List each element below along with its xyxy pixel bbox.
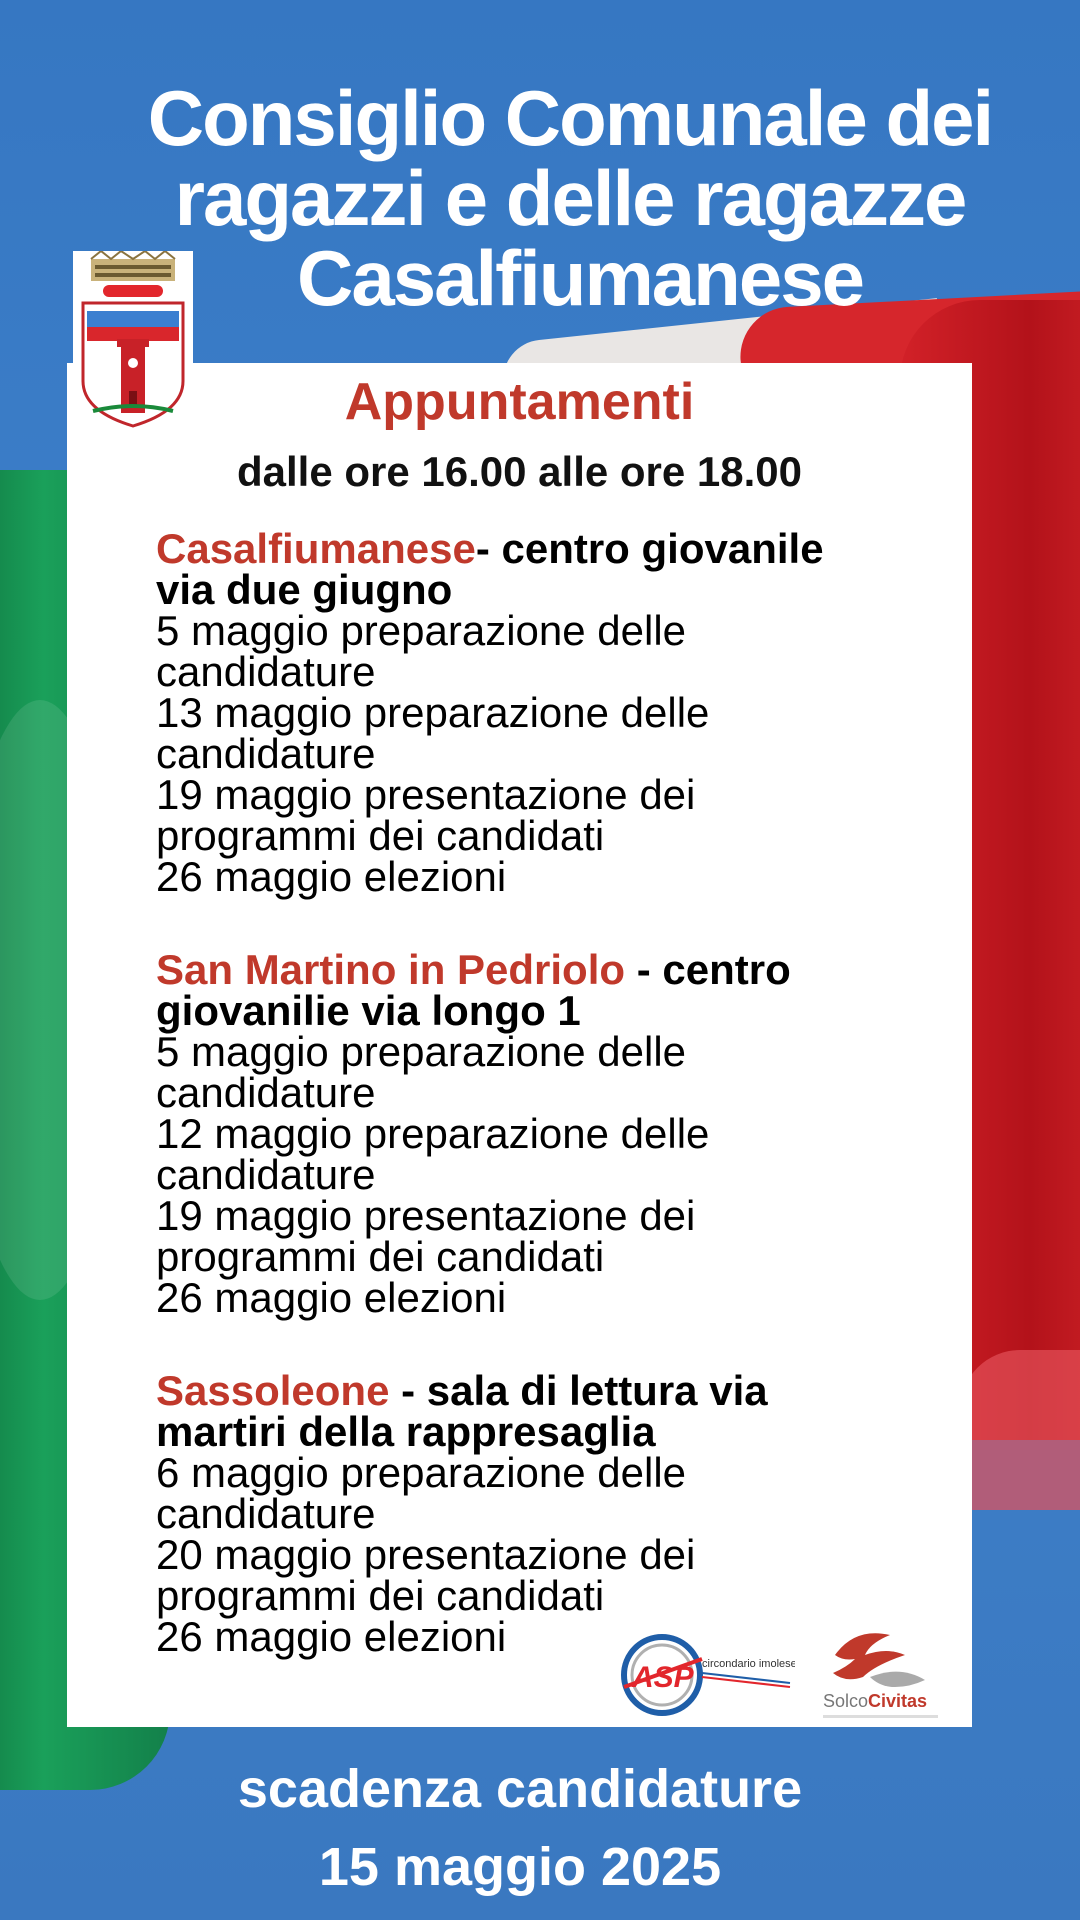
section-header: [156, 1367, 956, 1414]
schedule-line: 6 maggio preparazione delle: [156, 1449, 687, 1496]
asp-logo-subtext: circondario imolese: [702, 1658, 795, 1670]
place-name: San Martino in Pedriolo: [156, 946, 626, 993]
venue-text: - centro giovanile: [475, 525, 824, 572]
schedule-line: 12 maggio preparazione delle: [156, 1110, 710, 1157]
schedule-line: programmi dei candidati: [156, 812, 605, 859]
venue-address: via due giugno: [156, 566, 453, 613]
civitas-text: Civitas: [868, 1691, 928, 1711]
schedule-line: candidature: [156, 730, 376, 777]
asp-logo-text: ASP: [632, 1661, 694, 1694]
schedule-line: 26 maggio elezioni: [156, 1274, 507, 1321]
schedule-line: candidature: [156, 648, 376, 695]
venue-text: - sala di lettura via: [389, 1367, 768, 1414]
schedule-line: candidature: [156, 1490, 376, 1537]
venue-address: giovanilie via longo 1: [156, 987, 581, 1034]
section-header: [156, 946, 956, 993]
asp-logo: [610, 1625, 795, 1725]
poster-title: [60, 74, 1080, 322]
place-name: Casalfiumanese: [156, 525, 476, 572]
location-section-san-martino: [156, 946, 956, 1321]
schedule-line: 13 maggio preparazione delle: [156, 689, 710, 736]
schedule-line: 20 maggio presentazione dei: [156, 1531, 696, 1578]
solco-civitas-text: [823, 1691, 927, 1711]
location-section-sassoleone: [156, 1367, 956, 1660]
section-header: [156, 525, 956, 572]
hours-text: dalle ore 16.00 alle ore 18.00: [236, 448, 803, 495]
schedule-line: 5 maggio preparazione delle: [156, 607, 687, 654]
title-line-1: Consiglio Comunale dei: [147, 74, 993, 162]
schedule-line: 26 maggio elezioni: [156, 1613, 507, 1660]
appointments-heading: Appuntamenti: [344, 373, 695, 431]
schedule-line: candidature: [156, 1069, 376, 1116]
location-section-casalfiumanese: [156, 525, 956, 900]
venue-address: martiri della rappresaglia: [156, 1408, 656, 1455]
title-line-2: ragazzi e delle ragazze: [174, 154, 966, 242]
schedule-line: candidature: [156, 1151, 376, 1198]
deadline-date: 15 maggio 2025: [318, 1837, 722, 1897]
schedule-line: 5 maggio preparazione delle: [156, 1028, 687, 1075]
schedule-line: 19 maggio presentazione dei: [156, 771, 696, 818]
schedule-line: 19 maggio presentazione dei: [156, 1192, 696, 1239]
flag-red-fold: [960, 1350, 1080, 1510]
schedule-line: 26 maggio elezioni: [156, 853, 507, 900]
schedule-line: programmi dei candidati: [156, 1233, 605, 1280]
title-line-3: Casalfiumanese: [297, 234, 863, 322]
venue-text: - centro: [625, 946, 791, 993]
schedule-line: programmi dei candidati: [156, 1572, 605, 1619]
place-name: Sassoleone: [156, 1367, 390, 1414]
solco-civitas-logo: [815, 1625, 950, 1725]
solco-text: Solco: [823, 1691, 869, 1711]
deadline-label: scadenza candidature: [237, 1759, 803, 1819]
